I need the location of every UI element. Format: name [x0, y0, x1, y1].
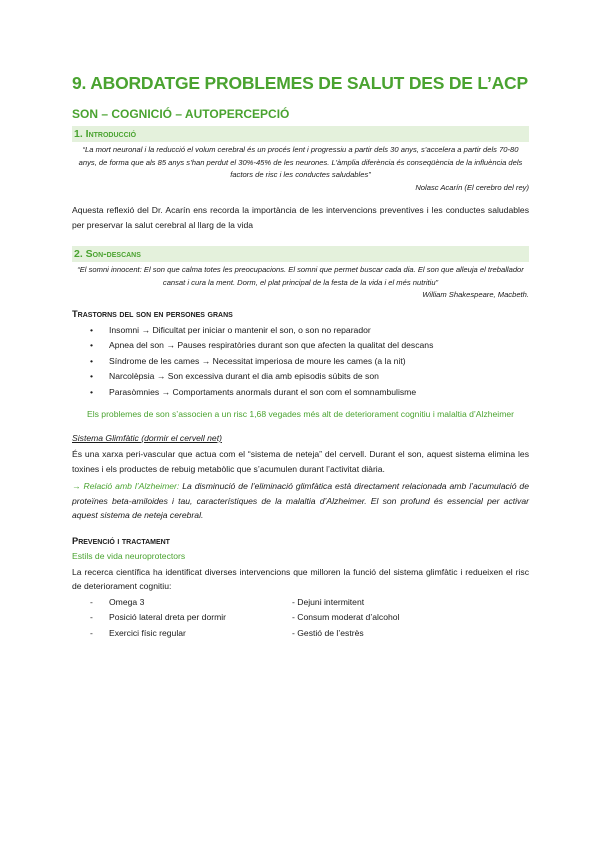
- intro-paragraph: Aquesta reflexió del Dr. Acarín ens recorda la importància de les intervencions preventives i les conductes saludables per preservar la salut cerebral al llarg de la vida: [72, 205, 529, 230]
- alzheimer-risk-highlight: Els problemes de son s’associen a un risc 1,68 vegades més alt de deteriorament cognitiu i malaltia d’Alzheimer: [86, 409, 515, 419]
- alzheimer-relation-text: La disminució de l’eliminació glimfàtica està directament relacionada amb l’acumulació de proteïnes beta-amiloides i tau, característiques de la malaltia d’Alzheimer. El son profund és essencial per activar aquest sistema de neteja cerebral.: [72, 481, 529, 520]
- interventions-column-right: [292, 595, 399, 642]
- list-item: - Posició lateral dreta per dormir: [90, 612, 227, 622]
- list-item: • Síndrome de les cames → Necessitat imperiosa de moure les cames (a la nit): [72, 354, 529, 370]
- list-item: • Parasòmnies → Comportaments anormals durant el son com el somnambulisme: [72, 385, 529, 401]
- section-heading-son-descans: [72, 246, 529, 262]
- list-item: • Insomni → Dificultat per iniciar o mantenir el son, o son no reparador: [72, 323, 529, 339]
- document-page: [72, 72, 529, 641]
- glymphatic-paragraph: És una xarxa peri-vascular que actua com el “sistema de neteja” del cervell. Durant el son, aquest sistema elimina les toxines i els productes de rebuig metabòlic que s’acumulen durant l’activitat diària.: [72, 449, 529, 474]
- section-heading-text: 1. Introducció: [74, 128, 137, 140]
- section-heading-introduccio: [72, 126, 529, 142]
- sleep-disorders-heading: Trastorns del son en persones grans: [72, 308, 233, 319]
- list-item: - Consum moderat d’alcohol: [292, 612, 400, 622]
- list-item: - Omega 3: [90, 596, 145, 607]
- alzheimer-relation-paragraph: [72, 479, 529, 523]
- list-item: - Exercici físic regular: [90, 627, 186, 638]
- page-subtitle: SON – COGNICIÓ – AUTOPERCEPCIÓ: [72, 107, 290, 121]
- list-item: • Apnea del son → Pauses respiratòries durant son que afecten la qualitat del descans: [72, 338, 529, 354]
- page-title: 9. ABORDATGE PROBLEMES DE SALUT DES DE L’ACP: [72, 73, 528, 93]
- prevention-heading: Prevenció i tractament: [72, 535, 170, 546]
- intro-quote-author: Nolasc Acarín (El cerebro del rey): [415, 182, 529, 192]
- sleep-disorders-list: [72, 323, 529, 401]
- list-item: • Narcolèpsia → Son excessiva durant el dia amb episodis súbits de son: [72, 369, 529, 385]
- sleep-quote: “El somni innocent: El son que calma totes les preocupacions. El somni que permet buscar cada dia. El son que alleuja el treballador cansat i cura la ment. Dorm, el plat principal de la festa de la vida i el més nutritiu”: [77, 265, 524, 287]
- lifestyle-paragraph: La recerca científica ha identificat diverses intervencions que milloren la funció del sistema glimfàtic i redueixen el risc de deteriorament cognitiu:: [72, 566, 529, 591]
- interventions-column-left: [72, 595, 292, 642]
- interventions-columns: [72, 595, 529, 642]
- glymphatic-title: Sistema Glimfàtic (dormir el cervell net): [72, 433, 222, 443]
- intro-quote: “La mort neuronal i la reducció el volum cerebral és un procés lent i progressiu a partir dels 30 anys, s’accelera a partir dels 70-80 anys, de forma que als 85 anys s’han perdut el 30%-45% de les neurones. L’àmplia diferència és conseqüència de la influència dels factors de risc i les conductes saludables”: [78, 145, 523, 179]
- section-heading-text: 2. Son-descans: [74, 248, 141, 260]
- alzheimer-relation-lead: → Relació amb l’Alzheimer:: [72, 481, 180, 491]
- list-item: - Gestió de l’estrès: [292, 627, 364, 638]
- sleep-quote-author: William Shakespeare, Macbeth.: [422, 290, 529, 299]
- list-item: - Dejuni intermitent: [292, 596, 365, 607]
- lifestyle-subtitle: Estils de vida neuroprotectors: [72, 550, 186, 561]
